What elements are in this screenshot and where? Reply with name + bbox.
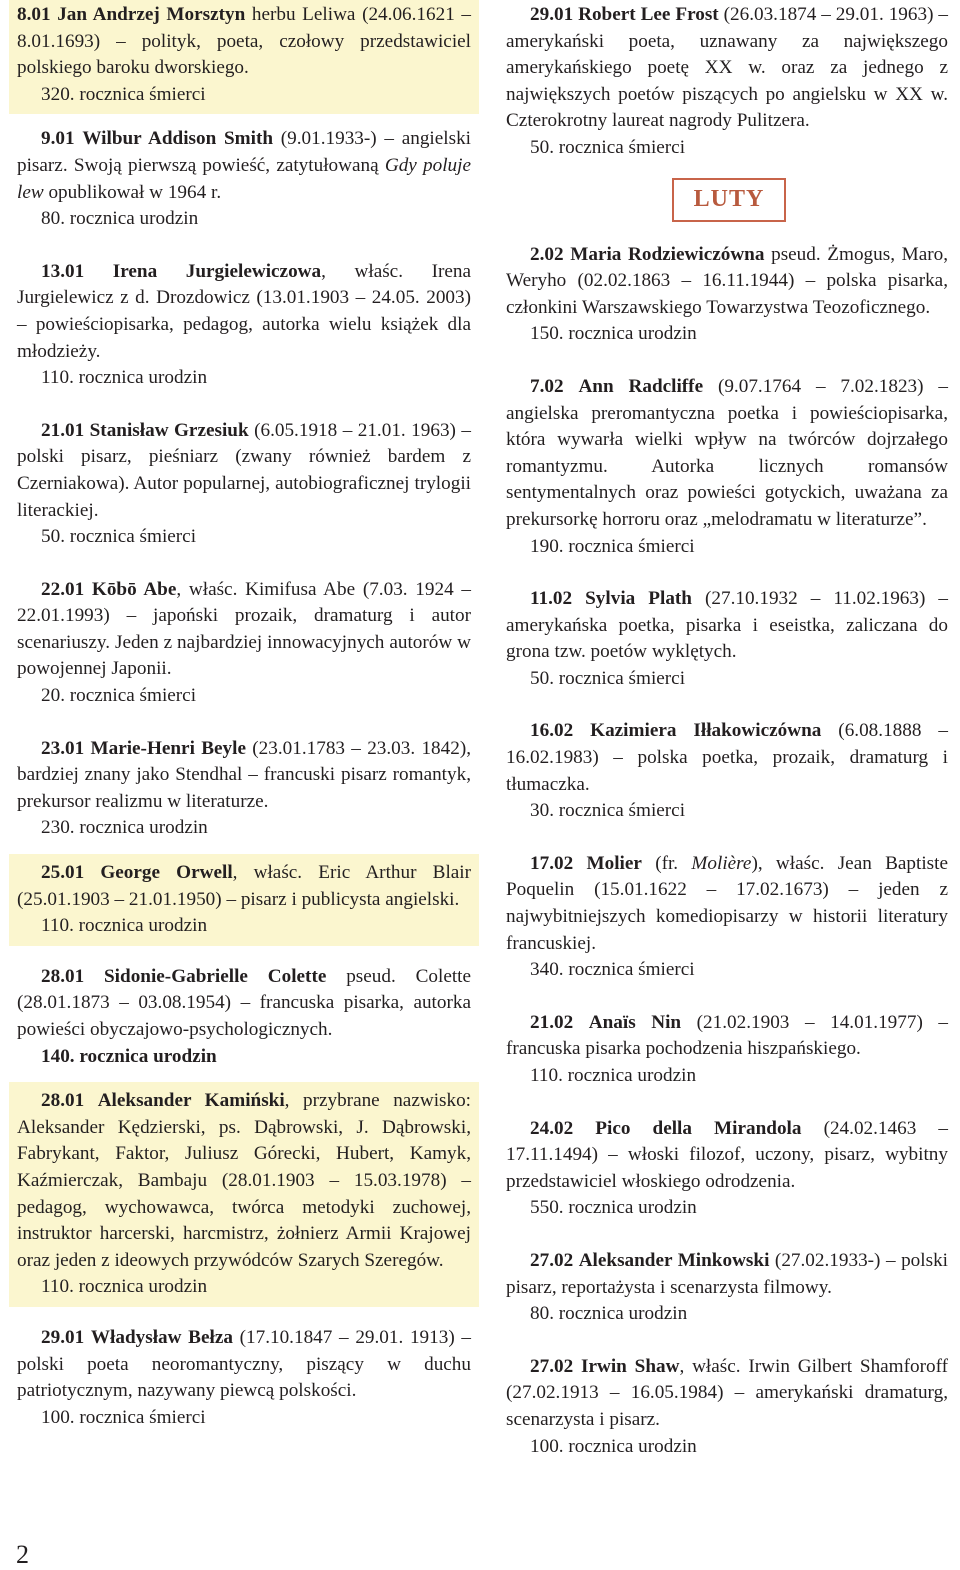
entry-date: 13.01 (41, 260, 85, 282)
entry-anniversary: 80. rocznica urodzin (530, 1303, 688, 1325)
entry-date: 29.01 (41, 1326, 85, 1348)
entry-anniversary: 30. rocznica śmierci (530, 800, 686, 822)
left-column (9, 0, 479, 1431)
entry-date: 22.01 (41, 578, 85, 600)
entry-name: Irwin Shaw (581, 1355, 680, 1377)
entry-abe (9, 577, 479, 710)
entry-anniversary: 50. rocznica śmierci (530, 667, 686, 689)
entry-date: 17.02 (530, 852, 574, 874)
entry-text: pseud. Żmogus, Maro, Weryho (02.02.1863 – 16.11.1944) – polska pisarka, członkini Warszawskiego Towarzystwa Teozoficznego. (506, 243, 949, 318)
entry-plath (498, 586, 956, 692)
entry-text: (9.07.1764 – 7.02.1823) – angielska preromantyczna poetka i powieściopisarka, która wywarła wielki wpływ na twórców dojrzałego romantyzmu. Autorka licznych romansów sentymentalnych oraz powieści gotyckich, uważana za prekursorkę horroru oraz „melodramatu w literaturze”. (506, 375, 948, 530)
entry-illakowiczowna (498, 718, 956, 824)
right-column (498, 0, 956, 1460)
entry-anniversary: 230. rocznica urodzin (41, 817, 208, 839)
entry-text: , właśc. Irena Jurgielewicz z d. Drozdowicz (13.01.1903 – 24.05. 2003) – powieściopisarka, pedagog, autorka wielu książek dla młodzieży. (17, 260, 471, 362)
entry-date: 21.01 (41, 419, 85, 441)
entry-text: (17.10.1847 – 29.01. 1913) – polski poeta neoromantyczny, piszący w duchu patriotycznym, nazywany piewcą polskości. (17, 1326, 472, 1402)
entry-name: Sidonie-Gabrielle Colette (104, 965, 327, 987)
entry-anniversary: 110. rocznica urodzin (41, 1276, 208, 1298)
entry-name: Pico della Mirandola (595, 1117, 802, 1139)
entry-text: (26.03.1874 – 29.01. 1963) – amerykański poeta, uznawany za największego amerykańskiego poetę XX w. oraz za jednego z największych poetów piszących po angielsku w XX w. Czterokrotny laureat nagrody Pulitzera. (506, 4, 948, 132)
entry-anniversary: 190. rocznica śmierci (530, 535, 695, 557)
entry-morsztyn (9, 0, 479, 114)
entry-name: Kōbō Abe (91, 578, 177, 600)
entry-date: 7.02 (530, 375, 564, 397)
entry-anniversary: 80. rocznica urodzin (41, 208, 199, 230)
entry-orwell (9, 854, 479, 946)
entry-italic-title: Gdy poluje lew (17, 154, 471, 203)
entry-date: 27.02 (530, 1249, 574, 1271)
entry-anniversary: 20. rocznica śmierci (41, 685, 197, 707)
entry-name: Ann Radcliffe (578, 375, 704, 397)
entry-minkowski (498, 1248, 956, 1328)
entry-kaminski (9, 1082, 479, 1307)
entry-grzesiuk (9, 418, 479, 551)
entry-radcliffe (498, 374, 956, 560)
entry-anniversary: 110. rocznica urodzin (530, 1065, 697, 1086)
entry-name: Aleksander Minkowski (578, 1249, 770, 1271)
entry-text: (6.08.1888 – 16.02.1983) – polska poetka, prozaik, dramaturg i tłumaczka. (506, 720, 949, 795)
entry-text: opublikował w 1964 r. (43, 181, 222, 203)
entry-name: Molier (586, 852, 642, 874)
entry-anniversary: 100. rocznica śmierci (41, 1406, 206, 1428)
entry-date: 27.02 (530, 1355, 574, 1377)
entry-text: , przybrane nazwisko: Aleksander Kędzierski, ps. Dąbrowski, J. Dąbrowski, Fabrykant, Faktor, Juliusz Górecki, Hubert, Kamyk, Kaźmierczak, Bambaju (28.01.1903 – 15.03.1978) – pedagog, wychowawca, twórca metodyki zuchowej, instruktor harcerski, harcmistrz, żołnierz Armii Krajowej oraz jeden z ideowych przywódców Szarych Szeregów. (17, 1090, 472, 1271)
entry-anniversary: 320. rocznica śmierci (41, 83, 206, 105)
entry-text: ), właśc. Jean Baptiste Poquelin (15.01.1622 – 17.02.1673) – jeden z najwybitniejszych komediopisarzy w historii literatury francuskiej. (506, 852, 948, 954)
entry-jurgielewiczowa (9, 259, 479, 392)
entry-text: herbu Leliwa (24.06.1621 – 8.01.1693) – polityk, poeta, czołowy przedstawiciel polskiego baroku dworskiego. (17, 4, 472, 79)
entry-text: , właśc. Kimifusa Abe (7.03. 1924 – 22.01.1993) – japoński prozaik, dramaturg i autor scenariuszy. Jeden z najbardziej innowacyjnych autorów w powojennej Japonii. (17, 578, 471, 680)
entry-anniversary: 50. rocznica śmierci (530, 136, 686, 158)
entry-name: Anaïs Nin (588, 1011, 682, 1033)
month-heading: LUTY (693, 186, 765, 213)
entry-rodziewiczowna (498, 242, 956, 348)
entry-text: (27.10.1932 – 11.02.1963) – amerykańska poetka, pisarka i eseistka, zaliczana do grona tzw. poetów wyklętych. (506, 588, 948, 663)
page-number: 2 (16, 1540, 29, 1569)
entry-date: 21.02 (530, 1011, 574, 1033)
entry-stendhal (9, 736, 479, 842)
entry-date: 2.02 (530, 243, 564, 265)
month-heading-box (672, 178, 786, 222)
entry-name: Kazimiera Iłłakowiczówna (590, 720, 822, 742)
entry-anniversary: 50. rocznica śmierci (41, 526, 197, 548)
entry-text: , właśc. Irwin Gilbert Shamforoff (27.02.1913 – 16.05.1984) – amerykański dramaturg, scenarzysta i pisarz. (506, 1355, 949, 1430)
entry-text: (fr. (641, 852, 692, 874)
entry-date: 24.02 (530, 1117, 574, 1139)
entry-name: Władysław Bełza (90, 1326, 233, 1348)
entry-name: Jan Andrzej Morsztyn (57, 4, 246, 25)
entry-name: Stanisław Grzesiuk (89, 419, 249, 441)
entry-text: (27.02.1933-) – polski pisarz, reportażysta i scenarzysta filmowy. (506, 1249, 948, 1298)
entry-mirandola (498, 1116, 956, 1222)
entry-date: 29.01 (530, 4, 574, 25)
entry-anniversary: 550. rocznica urodzin (530, 1197, 697, 1219)
entry-frost (498, 0, 956, 162)
entry-text: (21.02.1903 – 14.01.1977) – francuska pisarka pochodzenia hiszpańskiego. (506, 1011, 949, 1060)
entry-date: 23.01 (41, 737, 85, 759)
entry-anniversary: 100. rocznica urodzin (530, 1435, 697, 1457)
entry-date: 25.01 (41, 862, 85, 884)
entry-molier (498, 851, 956, 984)
entry-shaw (498, 1354, 956, 1460)
entry-anniversary: 110. rocznica urodzin (41, 367, 208, 389)
entry-name: George Orwell (100, 862, 233, 884)
entry-smith (9, 126, 479, 232)
entry-anniversary: 340. rocznica śmierci (530, 959, 695, 981)
entry-date: 28.01 (41, 1090, 85, 1112)
entry-anniversary: 150. rocznica urodzin (530, 323, 697, 345)
entry-anniversary: 110. rocznica urodzin (41, 915, 208, 937)
entry-text: , właśc. Eric Arthur Blair (25.01.1903 – 21.01.1950) – pisarz i publicysta angielski. (17, 862, 472, 910)
entry-date: 11.02 (530, 588, 573, 610)
entry-italic-name: Molière (691, 852, 752, 874)
entry-name: Wilbur Addison Smith (82, 128, 274, 150)
entry-date: 16.02 (530, 720, 574, 742)
entry-belza (9, 1325, 479, 1431)
entry-date: 8.01 (17, 4, 51, 25)
entry-name: Irena Jurgielewiczowa (112, 260, 322, 282)
entry-text: (23.01.1783 – 23.03. 1842), bardziej znany jako Stendhal – francuski pisarz romantyk, prekursor realizmu w literaturze. (17, 737, 472, 812)
entry-text: pseud. Colette (28.01.1873 – 03.08.1954) – francuska pisarka, autorka powieści obyczajowo-psychologicznych. (17, 965, 472, 1040)
entry-name: Aleksander Kamiński (97, 1090, 285, 1112)
entry-text: (9.01.1933-) – angielski pisarz. Swoją pierwszą powieść, zatytułowaną (17, 128, 471, 176)
entry-date: 28.01 (41, 965, 85, 987)
entry-name: Maria Rodziewiczówna (570, 243, 765, 265)
entry-text: (6.05.1918 – 21.01. 1963) – polski pisarz, pieśniarz (zwany również bardem z Czerniakowa). Autor popularnej, autobiograficznej trylogii literackiej. (17, 419, 471, 521)
entry-name: Robert Lee Frost (578, 4, 719, 25)
entry-colette (9, 964, 479, 1070)
entry-nin (498, 1010, 956, 1090)
entry-text: (24.02.1463 – 17.11.1494) – włoski filozof, uczony, pisarz, wybitny przedstawiciel włoskiego odrodzenia. (506, 1117, 948, 1192)
entry-name: Sylvia Plath (585, 588, 692, 610)
entry-anniversary: 140. rocznica urodzin (41, 1045, 217, 1067)
entry-name: Marie-Henri Beyle (90, 737, 246, 759)
entry-date: 9.01 (41, 128, 75, 150)
